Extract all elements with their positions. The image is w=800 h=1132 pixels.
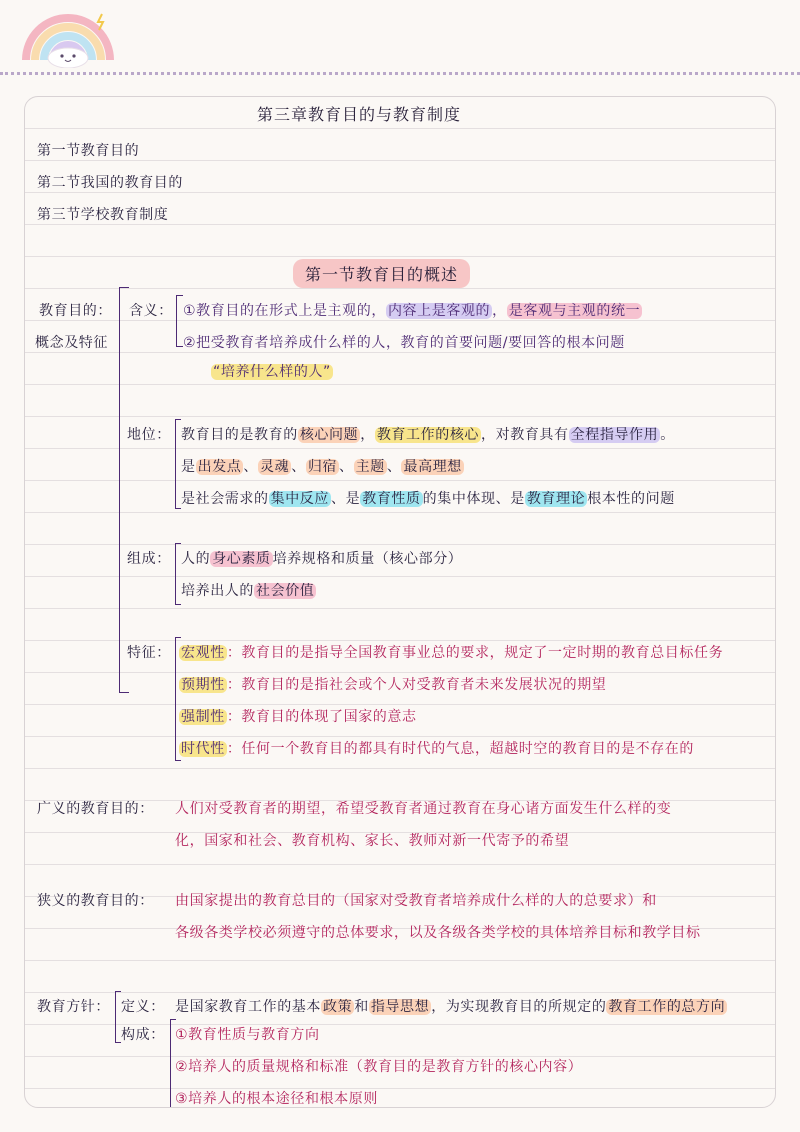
notebook-page — [24, 96, 776, 1108]
status-line-2: 是 出发点 、 灵魂 、 归宿 、 主题 、 最高理想 — [181, 459, 462, 475]
composition-label: 组成： — [127, 551, 171, 567]
policy-comp-item: ②培养人的质量规格和标准（教育目的是教育方针的核心内容） — [175, 1059, 583, 1075]
features-label: 特征： — [127, 645, 171, 661]
policy-def-label: 定义： — [121, 999, 165, 1015]
main-label-2: 概念及特征 — [35, 335, 108, 351]
policy-comp-label: 构成： — [121, 1027, 165, 1043]
policy-label: 教育方针： — [37, 999, 110, 1015]
broad-line-2: 化，国家和社会、教育机构、家长、教师对新一代寄予的希望 — [175, 833, 570, 849]
status-line-1: 教育目的是教育的 核心问题 ， 教育工作的核心 ，对教育具有 全程指导作用 。 — [181, 427, 675, 443]
meaning-line-1: ①教育目的在形式上是主观的， 内容上是客观的 ， 是客观与主观的统一 — [183, 303, 641, 319]
feature-item: 强制性 ：教育目的体现了国家的意志 — [181, 709, 417, 725]
toc-item-2: 第二节我国的教育目的 — [37, 175, 183, 191]
main-label-1: 教育目的： — [39, 303, 112, 319]
meaning-line-3: “培养什么样的人” — [213, 364, 331, 380]
policy-definition: 是国家教育工作的基本 政策 和 指导思想 ，为实现教育目的所规定的 教育工作的总方向 — [175, 999, 726, 1015]
narrow-label: 狭义的教育目的： — [37, 893, 154, 909]
main-bracket — [119, 287, 129, 693]
feature-item: 预期性 ：教育目的是指社会或个人对受教育者未来发展状况的期望 — [181, 677, 607, 693]
meaning-label: 含义： — [129, 303, 173, 319]
composition-line-1: 人的 身心素质 培养规格和质量（核心部分） — [181, 551, 463, 567]
toc-item-3: 第三节学校教育制度 — [37, 207, 169, 223]
feature-item: 时代性 ：任何一个教育目的都具有时代的气息，超越时空的教育目的是不存在的 — [181, 741, 695, 757]
toc-item-1: 第一节教育目的 — [37, 143, 140, 159]
meaning-line-2: ②把受教育者培养成什么样的人，教育的首要问题/要回答的根本问题 — [183, 335, 625, 351]
feature-item: 宏观性 ：教育目的是指导全国教育事业总的要求，规定了一定时期的教育总目标任务 — [181, 645, 724, 661]
section-title: 第一节教育目的概述 — [293, 259, 470, 288]
rainbow-icon — [18, 8, 118, 68]
broad-line-1: 人们对受教育者的期望，希望受教育者通过教育在身心诸方面发生什么样的变 — [175, 801, 672, 817]
broad-label: 广义的教育目的： — [37, 801, 154, 817]
composition-line-2: 培养出人的 社会价值 — [181, 583, 315, 599]
policy-comp-item: ③培养人的根本途径和根本原则 — [175, 1091, 378, 1107]
dotted-divider — [0, 72, 800, 75]
meaning-bracket — [176, 295, 183, 347]
narrow-line-1: 由国家提出的教育总目的（国家对受教育者培养成什么样的人的总要求）和 — [175, 893, 657, 909]
status-label: 地位： — [127, 427, 171, 443]
status-line-3: 是社会需求的 集中反应 、是 教育性质 的集中体现、是 教育理论 根本性的问题 — [181, 491, 675, 507]
narrow-line-2: 各级各类学校必须遵守的总体要求，以及各级各类学校的具体培养目标和教学目标 — [175, 925, 701, 941]
chapter-title: 第三章教育目的与教育制度 — [257, 105, 462, 124]
policy-comp-item: ①教育性质与教育方向 — [175, 1027, 320, 1043]
